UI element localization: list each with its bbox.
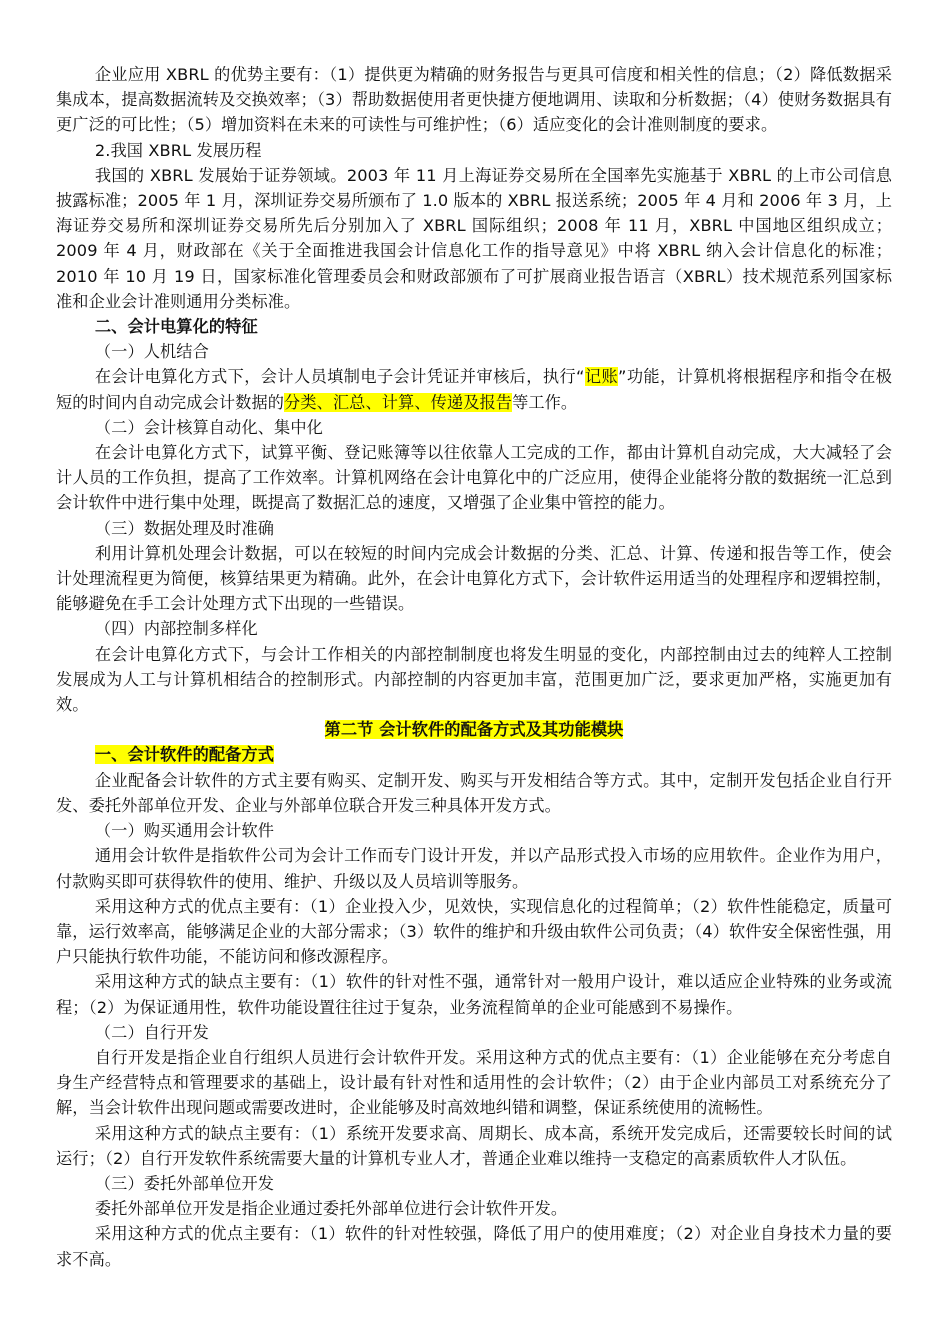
- subheading-human-machine: （一）人机结合: [94, 342, 209, 362]
- paragraph-automation: 在会计电算化方式下，试算平衡、登记账簿等以往依靠人工完成的工作，都由计算机自动完成，大大减轻了会计人员的工作负担，提高了工作效率。计算机网络在会计电算化中的广泛应用，使得企业能将分散的数据统一汇总到会计软件中进行集中处理，既提高了数据汇总的速度，又增强了企业集中管控的能力。: [56, 443, 892, 513]
- heading-xbrl-history: 2.我国 XBRL 发展历程: [94, 140, 262, 160]
- paragraph-internal-control: 在会计电算化方式下，与会计工作相关的内部控制制度也将发生明显的变化，内部控制由过去的纯粹人工控制发展成为人工与计算机相结合的控制形式。内部控制的内容更加丰富，范围更加广泛，要求更加严格，实施更加有效。: [56, 644, 892, 715]
- highlight-bookkeeping: 记账: [584, 367, 619, 387]
- paragraph-xbrl-history: 我国的 XBRL 发展始于证券领域。2003 年 11 月上海证券交易所在全国率先实施基于 XBRL 的上市公司信息披露标准；2005 年 1 月，深圳证券交易所颁布了 1.0 版本的 XBRL 报送系统；2005 年 4 月和 2006 年 3 月，上海证券交易所和深圳证券交易所先后分别加入了 XBRL 国际组织；2008 年 11 月，XBRL 中国地区组织成立；2009 年 4 月，财政部在《关于全面推进我国会计信息化工作的指导意见》中将 XBRL 纳入会计信息化的标准；2010 年 10 月 19 日，国家标准化管理委员会和财政部颁布了可扩展商业报告语言（XBRL）技术规范系列国家标准和企业会计准则通用分类标准。: [56, 165, 892, 311]
- text-part: 在会计电算化方式下，会计人员填制电子会计凭证并审核后，执行“: [94, 367, 585, 387]
- section-title-text: 第二节 会计软件的配备方式及其功能模块: [324, 720, 624, 740]
- section-title: [56, 717, 892, 742]
- text-part: 等工作。: [512, 392, 578, 412]
- subheading-outsource: （三）委托外部单位开发: [94, 1173, 275, 1193]
- subheading-automation: （二）会计核算自动化、集中化: [94, 417, 323, 437]
- paragraph-outsource-definition: 委托外部单位开发是指企业通过委托外部单位进行会计软件开发。: [94, 1199, 568, 1219]
- document-page: [56, 62, 892, 1272]
- text-part: ”功能，计算机将根据程序和指令在极短的时间内自动完成会计数据的: [56, 367, 893, 412]
- paragraph-human-machine: [56, 364, 892, 414]
- paragraph-outsource-pros: 采用这种方式的优点主要有：（1）软件的针对性较强，降低了用户的使用难度；（2）对企业自身技术力量的要求不高。: [56, 1224, 892, 1269]
- paragraph-buy-pros: 采用这种方式的优点主要有：（1）企业投入少，见效快，实现信息化的过程简单；（2）软件性能稳定，质量可靠，运行效率高，能够满足企业的大部分需求；（3）软件的维护和升级由软件公司负责；（4）软件安全保密性强，用户只能执行软件功能，不能访问和修改源程序。: [56, 896, 892, 967]
- highlight-processing-steps: 分类、汇总、计算、传递及报告: [284, 392, 513, 412]
- paragraph-self-develop-definition: 自行开发是指企业自行组织人员进行会计软件开发。采用这种方式的优点主要有：（1）企业能够在充分考虑自身生产经营特点和管理要求的基础上，设计最有针对性和适用性的会计软件；（2）由于企业内部员工对系统充分了解，当会计软件出现问题或需要改进时，企业能够及时高效地纠错和调整，保证系统使用的流畅性。: [56, 1047, 892, 1118]
- heading-config-methods-text: 一、会计软件的配备方式: [94, 745, 275, 765]
- paragraph-buy-definition: 通用会计软件是指软件公司为会计工作而专门设计开发，并以产品形式投入市场的应用软件。企业作为用户，付款购买即可获得软件的使用、维护、升级以及人员培训等服务。: [56, 846, 892, 891]
- heading-config-methods: [56, 742, 892, 767]
- heading-features: 二、会计电算化的特征: [94, 317, 258, 337]
- paragraph-timely-accurate: 利用计算机处理会计数据，可以在较短的时间内完成会计数据的分类、汇总、计算、传递和报告等工作，使会计处理流程更为简便，核算结果更为精确。此外，在会计电算化方式下，会计软件运用适当的处理程序和逻辑控制，能够避免在手工会计处理方式下出现的一些错误。: [56, 543, 892, 614]
- subheading-self-develop: （二）自行开发: [94, 1022, 209, 1042]
- paragraph-buy-cons: 采用这种方式的缺点主要有：（1）软件的针对性不强，通常针对一般用户设计，难以适应企业特殊的业务或流程；（2）为保证通用性，软件功能设置往往过于复杂，业务流程简单的企业可能感到不易操作。: [56, 972, 892, 1017]
- paragraph-config-methods: 企业配备会计软件的方式主要有购买、定制开发、购买与开发相结合等方式。其中，定制开发包括企业自行开发、委托外部单位开发、企业与外部单位联合开发三种具体开发方式。: [56, 770, 892, 815]
- paragraph-xbrl-advantages: 企业应用 XBRL 的优势主要有：（1）提供更为精确的财务报告与更具可信度和相关性的信息；（2）降低数据采集成本，提高数据流转及交换效率；（3）帮助数据使用者更快捷方便地调用、读取和分析数据；（4）使财务数据具有更广泛的可比性；（5）增加资料在未来的可读性与可维护性；（6）适应变化的会计准则制度的要求。: [56, 65, 892, 135]
- subheading-buy-general: （一）购买通用会计软件: [94, 821, 275, 841]
- subheading-internal-control: （四）内部控制多样化: [94, 619, 258, 639]
- subheading-timely-accurate: （三）数据处理及时准确: [94, 518, 275, 538]
- paragraph-self-develop-cons: 采用这种方式的缺点主要有：（1）系统开发要求高、周期长、成本高，系统开发完成后，还需要较长时间的试运行；（2）自行开发软件系统需要大量的计算机专业人才，普通企业难以维持一支稳定的高素质软件人才队伍。: [56, 1123, 892, 1168]
